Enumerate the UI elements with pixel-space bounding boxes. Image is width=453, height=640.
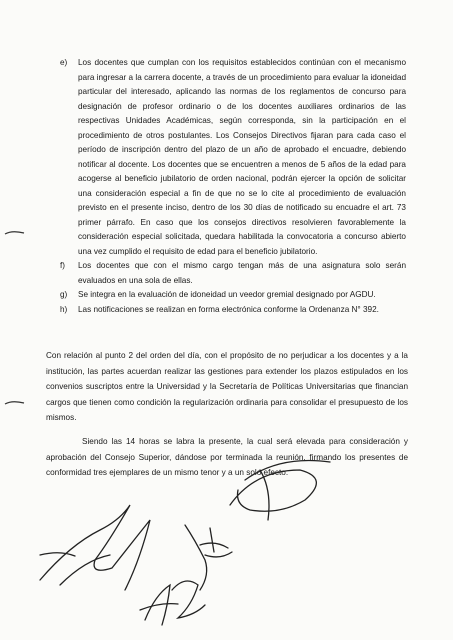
paragraph-punto-2: Con relación al punto 2 del orden del día, con el propósito de no perjudicar a los docentes y a la institución, las partes acuerdan realizar las gestiones para extender los plazos estipulados en los convenios suscriptos entre la Universidad y la Secretaría de Políticas Universitarias que financian cargos que tienen como condición la regularización ordinaria para consolidar el presupuesto de los mismos.	[46, 351, 408, 423]
list-label: g)	[60, 290, 68, 299]
list-text: Los docentes que con el mismo cargo tengan más de una asignatura solo serán evaluados en una sola de ellas.	[78, 261, 406, 285]
list-text: Las notificaciones se realizan en forma electrónica conforme la Ordenanza N° 392.	[78, 304, 379, 314]
list-label: h)	[60, 304, 68, 314]
signature-4	[140, 581, 205, 625]
paragraph-closing: Siendo las 14 horas se labra la presente, la cual será elevada para consideración y aprobación del Consejo Superior, dándose por terminada la reunión, firmando los presentes de conformidad tres ejemplares de un mismo tenor y a un solo efecto.	[46, 437, 408, 478]
list-label: f)	[60, 261, 66, 270]
signature-2	[230, 460, 330, 520]
list-text: Los docentes que cumplan con los requisitos establecidos continúan con el mecanismo para ingresar a la carrera docente, a través de un procedimiento para evaluar la idoneidad particular del interesado, aplicando las normas de los reglamentos de concurso para designación de profesor ordinario o de los docentes auxiliares ordinarios de las respectivas Unidades Académicas, según corresponda, sin la participación en el procedimiento de otros postulantes. Los Consejos Directivos fijaran para cada caso el período de inscripción dentro del plazo de un año de aprobado el encuadre, debiendo notificar al docente. Los docentes que se encuentren a menos de 5 años de la edad para acogerse al beneficio jubilatorio de orden nacional, podrán ejercer la opción de solicitar una consideración especial a fin de que no se lo cite al procedimiento de evaluación previsto en el presente inciso, dentro de los 30 días de notificado su encuadre el art. 73 primer párrafo. En caso que los consejos directivos resolvieren favorablemente la consideración especial solicitada, quedara habilitada la convocatoria a concurso abierto una vez cumplido el requisito de edad para el beneficio jubilatorio.	[78, 58, 406, 256]
signature-1	[40, 505, 150, 590]
signature-3	[185, 525, 232, 590]
list-text: Se integra en la evaluación de idoneidad un veedor gremial designado por AGDU.	[78, 290, 376, 299]
list-label: e)	[60, 58, 68, 67]
